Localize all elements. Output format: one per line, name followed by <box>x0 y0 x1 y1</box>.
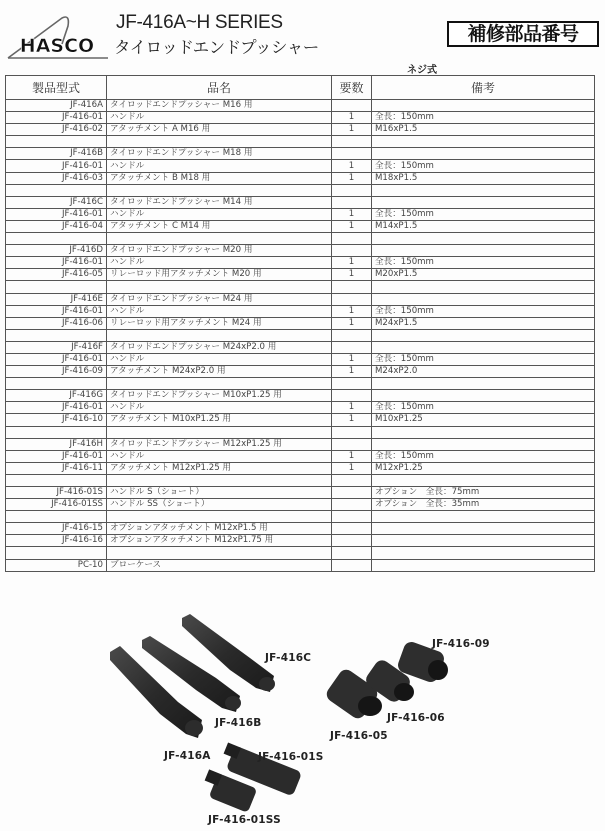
cell-name <box>107 233 332 245</box>
cell-name: タイロッドエンドプッシャー M10xP1.25 用 <box>107 390 332 402</box>
cell-note <box>372 523 595 535</box>
cell-qty: 1 <box>332 402 372 414</box>
table-row <box>6 450 595 462</box>
cell-qty <box>332 148 372 160</box>
cell-name: タイロッドエンドプッシャー M18 用 <box>107 148 332 160</box>
cell-note: 全長：150mm <box>372 402 595 414</box>
cell-model: JF-416C <box>6 196 107 208</box>
cell-model: JF-416-16 <box>6 535 107 547</box>
cell-name <box>107 378 332 390</box>
cell-name: ハンドル <box>107 112 332 124</box>
cell-note <box>372 559 595 571</box>
cell-name: ハンドル <box>107 402 332 414</box>
cell-note: M14xP1.5 <box>372 220 595 232</box>
table-row <box>6 559 595 571</box>
cell-note <box>372 390 595 402</box>
cell-name: タイロッドエンドプッシャー M24xP2.0 用 <box>107 341 332 353</box>
cell-note <box>372 293 595 305</box>
cell-note: 全長：150mm <box>372 160 595 172</box>
cell-qty <box>332 487 372 499</box>
cell-model: JF-416-01 <box>6 257 107 269</box>
cell-name: ハンドル <box>107 257 332 269</box>
cell-name: タイロッドエンドプッシャー M24 用 <box>107 293 332 305</box>
cell-note <box>372 100 595 112</box>
cell-note: オプション 全長：75mm <box>372 487 595 499</box>
cell-name: ハンドル <box>107 208 332 220</box>
cell-name: オプションアタッチメント M12xP1.75 用 <box>107 535 332 547</box>
cell-name <box>107 474 332 486</box>
cell-note <box>372 136 595 148</box>
cell-name <box>107 511 332 523</box>
cell-model: JF-416A <box>6 100 107 112</box>
cell-note <box>372 426 595 438</box>
label-jf-416-01s: JF-416-01S <box>258 751 324 763</box>
cell-qty: 1 <box>332 208 372 220</box>
cell-name: タイロッドエンドプッシャー M20 用 <box>107 245 332 257</box>
cell-name <box>107 136 332 148</box>
cell-model: JF-416-01 <box>6 208 107 220</box>
cell-qty: 1 <box>332 353 372 365</box>
cell-note <box>372 148 595 160</box>
cell-model: JF-416-10 <box>6 414 107 426</box>
cell-model: JF-416G <box>6 390 107 402</box>
cell-note: 全長：150mm <box>372 112 595 124</box>
cell-qty: 1 <box>332 450 372 462</box>
cell-name <box>107 184 332 196</box>
repair-parts-badge: 補修部品番号 <box>447 21 599 47</box>
cell-note: M20xP1.5 <box>372 269 595 281</box>
column-header-name: 品名 <box>107 76 332 100</box>
cell-model: JF-416-11 <box>6 462 107 474</box>
cell-name: タイロッドエンドプッシャー M16 用 <box>107 100 332 112</box>
table-row <box>6 487 595 499</box>
cell-model: JF-416F <box>6 341 107 353</box>
cell-model: JF-416-09 <box>6 366 107 378</box>
cell-qty: 1 <box>332 124 372 136</box>
table-row <box>6 547 595 559</box>
cell-model <box>6 511 107 523</box>
cell-note: M10xP1.25 <box>372 414 595 426</box>
cell-model: JF-416-01 <box>6 450 107 462</box>
cell-model: JF-416-01SS <box>6 499 107 511</box>
cell-model <box>6 426 107 438</box>
table-row <box>6 402 595 414</box>
cell-note <box>372 438 595 450</box>
cell-qty <box>332 378 372 390</box>
cell-name: アタッチメント M10xP1.25 用 <box>107 414 332 426</box>
table-row <box>6 172 595 184</box>
cell-note <box>372 511 595 523</box>
cell-qty <box>332 535 372 547</box>
table-row <box>6 511 595 523</box>
cell-model: JF-416-02 <box>6 124 107 136</box>
cell-note: 全長：150mm <box>372 305 595 317</box>
cell-note <box>372 341 595 353</box>
cell-model <box>6 136 107 148</box>
column-header-model: 製品型式 <box>6 76 107 100</box>
table-row <box>6 329 595 341</box>
cell-note: M24xP2.0 <box>372 366 595 378</box>
cell-name: タイロッドエンドプッシャー M14 用 <box>107 196 332 208</box>
cell-qty <box>332 523 372 535</box>
cell-model <box>6 547 107 559</box>
cell-note <box>372 547 595 559</box>
cell-note: 全長：150mm <box>372 450 595 462</box>
cell-note <box>372 245 595 257</box>
cell-qty <box>332 438 372 450</box>
cell-note: M16xP1.5 <box>372 124 595 136</box>
label-jf-416-05: JF-416-05 <box>330 730 388 742</box>
cell-qty <box>332 245 372 257</box>
cell-note <box>372 474 595 486</box>
table-row <box>6 245 595 257</box>
cell-qty <box>332 547 372 559</box>
cell-model: JF-416-01 <box>6 112 107 124</box>
cell-name: ハンドル S（ショート） <box>107 487 332 499</box>
pusher-a-image <box>110 646 203 738</box>
cell-qty <box>332 499 372 511</box>
cell-note <box>372 184 595 196</box>
table-row <box>6 305 595 317</box>
cell-note <box>372 196 595 208</box>
table-row <box>6 414 595 426</box>
table-header-row <box>6 76 595 100</box>
table-row <box>6 426 595 438</box>
cell-model: PC-10 <box>6 559 107 571</box>
table-row <box>6 317 595 329</box>
cell-model: JF-416-01 <box>6 353 107 365</box>
cell-name: ハンドル <box>107 305 332 317</box>
cell-note: オプション 全長：35mm <box>372 499 595 511</box>
cell-model: JF-416-05 <box>6 269 107 281</box>
cell-qty: 1 <box>332 172 372 184</box>
cell-name: タイロッドエンドプッシャー M12xP1.25 用 <box>107 438 332 450</box>
table-row <box>6 196 595 208</box>
cell-qty: 1 <box>332 160 372 172</box>
table-row <box>6 462 595 474</box>
cell-qty <box>332 341 372 353</box>
table-row <box>6 208 595 220</box>
label-jf-416-06: JF-416-06 <box>387 712 445 724</box>
cell-qty: 1 <box>332 220 372 232</box>
cell-qty: 1 <box>332 317 372 329</box>
table-row <box>6 523 595 535</box>
cell-model: JF-416-01 <box>6 160 107 172</box>
table-row <box>6 474 595 486</box>
table-row <box>6 233 595 245</box>
label-jf-416c: JF-416C <box>265 652 312 664</box>
cell-note <box>372 233 595 245</box>
table-row <box>6 438 595 450</box>
cell-qty <box>332 233 372 245</box>
cell-model <box>6 329 107 341</box>
label-jf-416-09: JF-416-09 <box>432 638 490 650</box>
cell-name <box>107 547 332 559</box>
table-row <box>6 184 595 196</box>
cell-model: JF-416-04 <box>6 220 107 232</box>
cell-name: ブローケース <box>107 559 332 571</box>
product-photo <box>90 600 530 831</box>
cell-qty <box>332 426 372 438</box>
cell-name <box>107 281 332 293</box>
cell-model: JF-416-01S <box>6 487 107 499</box>
parts-table <box>5 75 595 572</box>
hasco-logo <box>4 14 110 60</box>
cell-model <box>6 233 107 245</box>
cell-name: アタッチメント C M14 用 <box>107 220 332 232</box>
product-name: タイロッドエンドプッシャー <box>114 38 319 57</box>
cell-model <box>6 378 107 390</box>
table-row <box>6 269 595 281</box>
cell-qty: 1 <box>332 414 372 426</box>
cell-qty <box>332 511 372 523</box>
label-jf-416b: JF-416B <box>215 717 262 729</box>
cell-name: ハンドル <box>107 353 332 365</box>
thread-type-note: ネジ式 <box>407 65 437 76</box>
table-row <box>6 293 595 305</box>
table-row <box>6 148 595 160</box>
cell-model: JF-416-01 <box>6 305 107 317</box>
cell-name <box>107 426 332 438</box>
table-row <box>6 160 595 172</box>
cell-qty: 1 <box>332 112 372 124</box>
series-title: JF-416A~H SERIES <box>116 12 283 33</box>
cell-note: M12xP1.25 <box>372 462 595 474</box>
cell-name <box>107 329 332 341</box>
cell-qty: 1 <box>332 257 372 269</box>
cell-name: リレーロッド用アタッチメント M20 用 <box>107 269 332 281</box>
cell-name: リレーロッド用アタッチメント M24 用 <box>107 317 332 329</box>
cell-model <box>6 184 107 196</box>
table-row <box>6 535 595 547</box>
cell-model: JF-416-01 <box>6 402 107 414</box>
column-header-note: 備考 <box>372 76 595 100</box>
cell-qty <box>332 100 372 112</box>
cell-qty <box>332 390 372 402</box>
cell-name: アタッチメント M24xP2.0 用 <box>107 366 332 378</box>
table-row <box>6 390 595 402</box>
table-row <box>6 100 595 112</box>
cell-note <box>372 329 595 341</box>
table-row <box>6 341 595 353</box>
cell-name: アタッチメント B M18 用 <box>107 172 332 184</box>
cell-qty: 1 <box>332 462 372 474</box>
cell-name: オプションアタッチメント M12xP1.5 用 <box>107 523 332 535</box>
cell-name: ハンドル <box>107 450 332 462</box>
table-row <box>6 257 595 269</box>
cell-qty <box>332 184 372 196</box>
table-row <box>6 220 595 232</box>
cell-qty: 1 <box>332 305 372 317</box>
cell-name: ハンドル <box>107 160 332 172</box>
cell-note <box>372 535 595 547</box>
cell-model <box>6 474 107 486</box>
cell-model <box>6 281 107 293</box>
cell-name: ハンドル SS（ショート） <box>107 499 332 511</box>
cell-qty <box>332 196 372 208</box>
cell-note: M24xP1.5 <box>372 317 595 329</box>
label-jf-416-01ss: JF-416-01SS <box>208 814 281 826</box>
cell-qty <box>332 293 372 305</box>
table-row <box>6 281 595 293</box>
cell-qty: 1 <box>332 366 372 378</box>
cell-note <box>372 378 595 390</box>
cell-name: アタッチメント A M16 用 <box>107 124 332 136</box>
cell-model: JF-416-06 <box>6 317 107 329</box>
cell-note: 全長：150mm <box>372 208 595 220</box>
cell-model: JF-416H <box>6 438 107 450</box>
cell-note <box>372 281 595 293</box>
table-row <box>6 499 595 511</box>
cell-model: JF-416E <box>6 293 107 305</box>
table-row <box>6 124 595 136</box>
cell-model: JF-416D <box>6 245 107 257</box>
cell-qty <box>332 136 372 148</box>
cell-qty <box>332 559 372 571</box>
cell-qty: 1 <box>332 269 372 281</box>
cell-qty <box>332 329 372 341</box>
table-row <box>6 366 595 378</box>
cell-qty <box>332 281 372 293</box>
cell-model: JF-416-03 <box>6 172 107 184</box>
table-row <box>6 353 595 365</box>
cell-qty <box>332 474 372 486</box>
cell-note: 全長：150mm <box>372 353 595 365</box>
cell-note: 全長：150mm <box>372 257 595 269</box>
label-jf-416a: JF-416A <box>164 750 211 762</box>
svg-text:HASCO: HASCO <box>19 35 95 57</box>
cell-name: アタッチメント M12xP1.25 用 <box>107 462 332 474</box>
cell-note: M18xP1.5 <box>372 172 595 184</box>
table-row <box>6 136 595 148</box>
table-row <box>6 378 595 390</box>
table-row <box>6 112 595 124</box>
cell-model: JF-416-15 <box>6 523 107 535</box>
cell-model: JF-416B <box>6 148 107 160</box>
column-header-qty: 要数 <box>332 76 372 100</box>
